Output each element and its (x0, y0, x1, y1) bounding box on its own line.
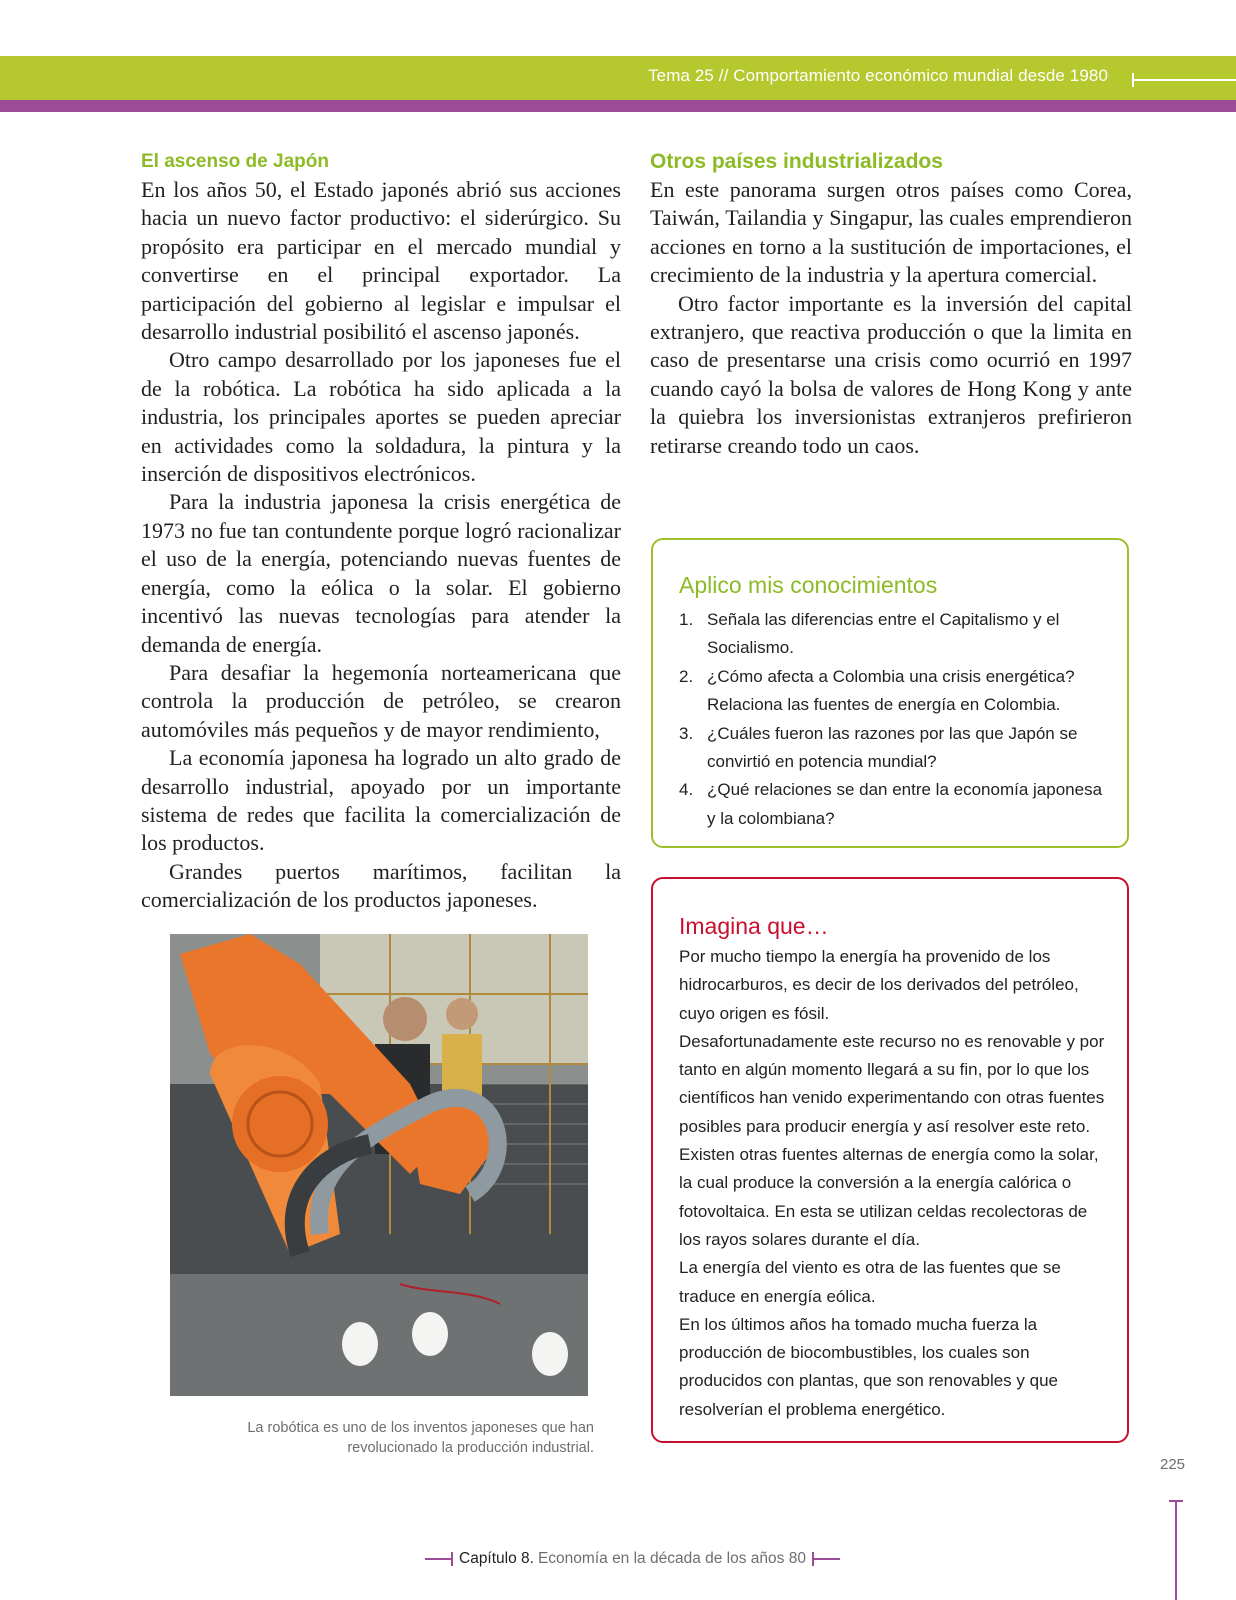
imagina-line: producción de biocombustibles, los cuales son (679, 1343, 1030, 1363)
footer (0, 1550, 1236, 1574)
imagina-line: cuyo origen es fósil. (679, 1003, 830, 1023)
paragraph: La economía japonesa ha logrado un alto grado de desarrollo industrial, apoyado por un importante sistema de redes que facilita la comercialización de los productos. (141, 745, 621, 856)
question-number: 3. (679, 723, 694, 743)
question-list (679, 606, 1109, 833)
section-heading-otros: Otros países industrializados (650, 150, 943, 173)
section-heading-japon: El ascenso de Japón (141, 151, 329, 172)
imagina-line: resolverían el problema energético. (679, 1399, 946, 1419)
question-number: 2. (679, 666, 694, 686)
imagina-line: Existen otras fuentes alternas de energía como la solar, (679, 1145, 1099, 1165)
paragraph: En los años 50, el Estado japonés abrió sus acciones hacia un nuevo factor productivo: el siderúrgico. Su propósito era participar en el mercado mundial y convertirse en el principal exportador. La participación del gobierno al legislar e impulsar el desarrollo industrial posibilitó el ascenso japonés. (141, 177, 621, 345)
imagina-line: los rayos solares durante el día. (679, 1229, 920, 1249)
robot-arm-photo (170, 934, 588, 1396)
question-line: ¿Cómo afecta a Colombia una crisis energética? (707, 666, 1075, 686)
caption-line: revolucionado la producción industrial. (347, 1440, 594, 1456)
imagina-line: traduce en energía eólica. (679, 1286, 876, 1306)
question-line: convirtió en potencia mundial? (707, 752, 937, 772)
question-item (679, 720, 1109, 777)
question-line: ¿Cuáles fueron las razones por las que Japón se (707, 723, 1078, 743)
figure-caption (200, 1418, 594, 1458)
footer-rule-left (425, 1558, 453, 1560)
header-purple-band (0, 100, 1236, 112)
imagina-title: Imagina que… (679, 913, 829, 939)
question-number: 1. (679, 610, 694, 629)
left-column (141, 150, 621, 915)
imagina-line: La energía del viento es otra de las fuentes que se (679, 1258, 1061, 1278)
question-line: Socialismo. (707, 638, 794, 658)
aplico-title: Aplico mis conocimientos (679, 572, 938, 598)
imagina-line: científicos han venido experimentando con otras fuentes (679, 1088, 1105, 1108)
paragraph: Para la industria japonesa la crisis energética de 1973 no fue tan contundente porque logró racionalizar el uso de la energía, potenciando nuevas fuentes de energía, como la eólica o la solar. El gobierno incentivó las nuevas tecnologías para atender la demanda de energía. (141, 489, 621, 657)
header-rule (1132, 79, 1236, 81)
footer-rule-right (812, 1558, 840, 1560)
page-number: 225 (1160, 1456, 1186, 1473)
imagina-line: producidos con plantas, que son renovables y que (679, 1371, 1058, 1391)
imagina-line: Desafortunadamente este recurso no es renovable y por (679, 1031, 1105, 1051)
aplico-box (651, 538, 1129, 848)
header-title: Tema 25 // Comportamiento económico mundial desde 1980 (648, 66, 1108, 85)
imagina-line: posibles para producir energía y así resolver este reto. (679, 1116, 1091, 1136)
imagina-line: En los últimos años ha tomado mucha fuerza la (679, 1314, 1038, 1334)
imagina-box (651, 877, 1129, 1443)
question-line: Señala las diferencias entre el Capitalismo y el (707, 610, 1060, 629)
caption-line: La robótica es uno de los inventos japoneses que han (247, 1420, 594, 1436)
footer-inner (425, 1550, 840, 1568)
question-number: 4. (679, 780, 694, 800)
paragraph: Para desafiar la hegemonía norteamericana que controla la producción de petróleo, se crearon automóviles más pequeños y de mayor rendimiento, (141, 659, 621, 742)
paragraph: Otro factor importante es la inversión del capital extranjero, que reactiva producción o que la limita en caso de presentarse una crisis como ocurrió en 1997 cuando cayó la bolsa de valores de Hong Kong y ante la quiebra los inversionistas extranjeros prefirieron retirarse creando todo un caos. (650, 290, 1132, 458)
question-line: ¿Qué relaciones se dan entre la economía japonesa (707, 780, 1103, 800)
footer-chapter: Capítulo 8. (459, 1550, 534, 1567)
paragraph: Grandes puertos marítimos, facilitan la comercialización de los productos japoneses. (141, 858, 621, 913)
imagina-line: tanto en algún momento llegará a su fin, por lo que los (679, 1060, 1090, 1080)
footer-chapter-title: Economía en la década de los años 80 (537, 1550, 806, 1567)
imagina-text (679, 943, 1109, 1424)
question-item (679, 606, 1109, 663)
imagina-line: hidrocarburos, es decir de los derivados del petróleo, (679, 975, 1079, 995)
right-column (650, 150, 1132, 460)
imagina-line: Por mucho tiempo la energía ha provenido de los (679, 947, 1051, 966)
question-line: y la colombiana? (707, 808, 835, 828)
paragraph: Otro campo desarrollado por los japoneses fue el de la robótica. La robótica ha sido aplicada a la industria, los principales aportes se pueden apreciar en actividades como la soldadura, la pintura y la inserción de dispositivos electrónicos. (141, 347, 621, 487)
paragraph: En este panorama surgen otros países como Corea, Taiwán, Tailandia y Singapur, las cuales emprendieron acciones en torno a la sustitución de importaciones, el crecimiento de la industria y la apertura comercial. (650, 177, 1132, 288)
imagina-line: fotovoltaica. En esta se utilizan celdas recolectoras de (679, 1201, 1088, 1221)
question-item (679, 776, 1109, 833)
question-item (679, 663, 1109, 720)
question-line: Relaciona las fuentes de energía en Colombia. (707, 695, 1061, 715)
imagina-line: la cual produce la conversión a la energía calórica o (679, 1173, 1072, 1193)
